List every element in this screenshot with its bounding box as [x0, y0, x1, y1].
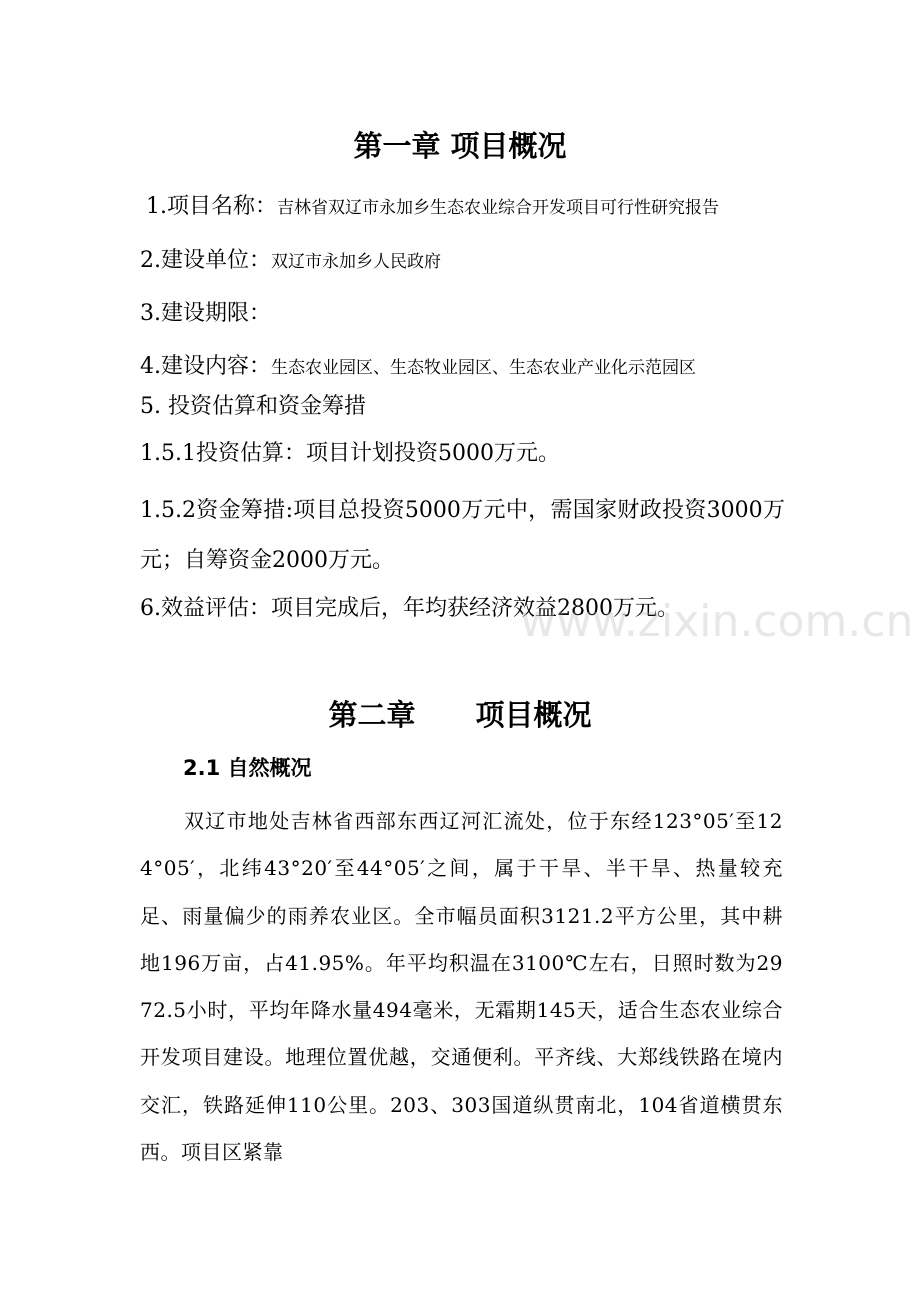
chapter-2-number: 第二章	[328, 698, 416, 732]
fund-raising: 1.5.2资金筹措:项目总投资5000万元中，需国家财政投资3000万元；自筹资金2000万元。	[140, 498, 785, 573]
construction-unit-value: 双辽市永加乡人民政府	[271, 252, 441, 272]
construction-content-line	[140, 352, 790, 383]
project-name-line	[146, 192, 796, 223]
section-title: 2.1 自然概况	[183, 756, 312, 780]
benefit-evaluation: 6.效益评估：项目完成后，年均获经济效益2800万元。	[140, 596, 679, 621]
project-name-label: 1.项目名称：	[146, 194, 277, 219]
construction-period-line	[140, 299, 790, 330]
watermark: www.zixin.com.cn	[520, 596, 914, 647]
construction-unit-label: 2.建设单位：	[140, 248, 271, 273]
project-name-value: 吉林省双辽市永加乡生态农业综合开发项目可行性研究报告	[277, 198, 719, 218]
construction-content-value: 生态农业园区、生态牧业园区、生态农业产业化示范园区	[271, 358, 696, 378]
construction-period-label: 3.建设期限：	[140, 301, 271, 326]
investment-estimate: 1.5.1投资估算：项目计划投资5000万元。	[140, 441, 560, 466]
chapter-2-title	[0, 697, 920, 733]
investment-heading: 5. 投资估算和资金筹措	[140, 394, 366, 419]
construction-unit-line	[140, 246, 790, 277]
chapter-1-title: 第一章 项目概况	[353, 129, 567, 163]
construction-content-label: 4.建设内容：	[140, 354, 271, 379]
body-paragraph: 双辽市地处吉林省西部东西辽河汇流处，位于东经123°05′至124°05′，北纬43°20′至44°05′之间，属于干旱、半干旱、热量较充足、雨量偏少的雨养农业区。全市幅员面积3121.2平方公里，其中耕地196万亩，占41.95%。年平均积温在3100℃左右，日照时数为2972.5小时，平均年降水量494毫米，无霜期145天，适合生态农业综合开发项目建设。地理位置优越，交通便利。平齐线、大郑线铁路在境内交汇，铁路延伸110公里。203、303国道纵贯南北，104省道横贯东西。项目区紧靠	[140, 809, 783, 1165]
chapter-2-name: 项目概况	[475, 698, 592, 732]
